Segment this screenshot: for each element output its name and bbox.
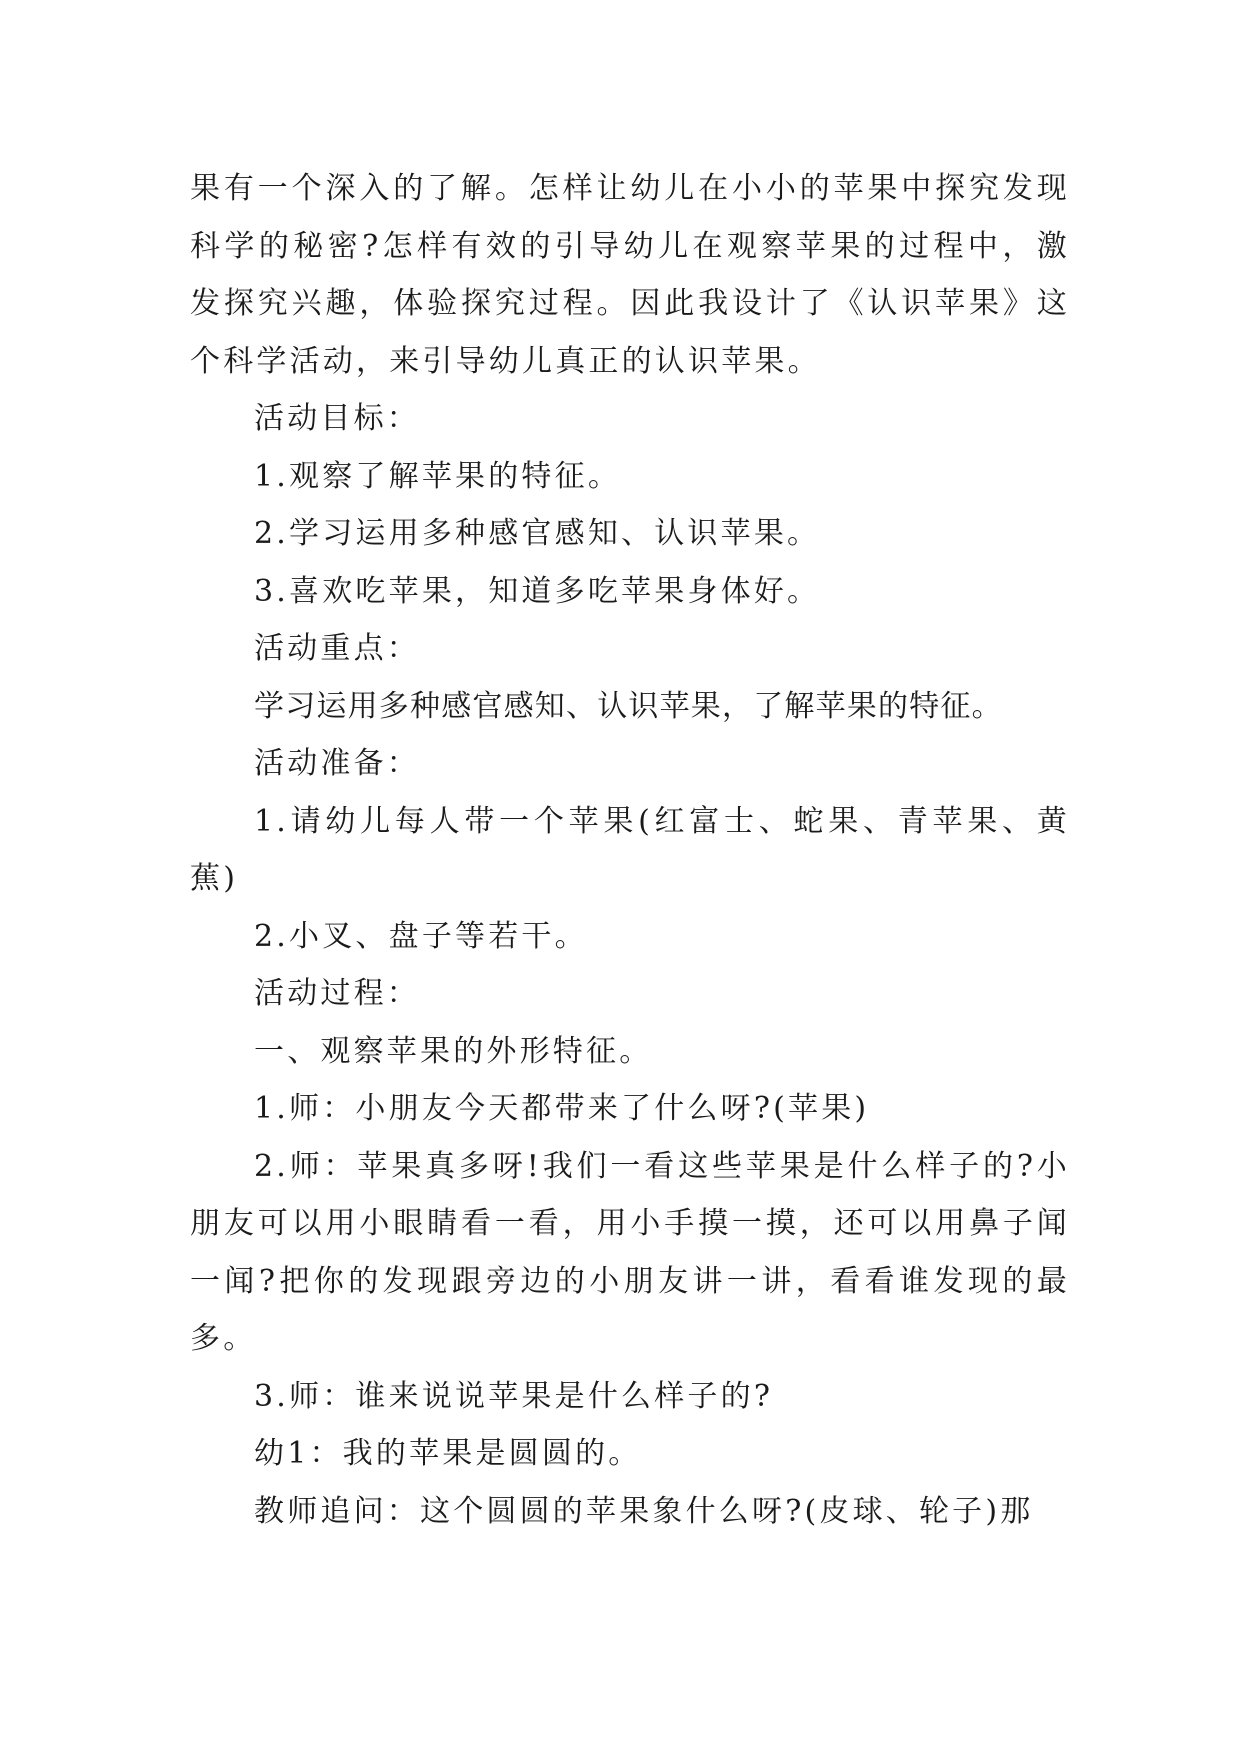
body-text — [190, 160, 1070, 1540]
heading-activity-goals: 活动目标： — [254, 401, 420, 436]
process-section-1: 一、观察苹果的外形特征。 — [254, 1033, 653, 1069]
child-answer-1: 幼1：我的苹果是圆圆的。 — [254, 1436, 642, 1471]
process-step-3: 3.师：谁来说说苹果是什么样子的? — [254, 1378, 774, 1414]
heading-activity-prep: 活动准备： — [254, 746, 420, 781]
process-step-1: 1.师：小朋友今天都带来了什么呀?(苹果) — [254, 1091, 870, 1126]
prep-item-2: 2.小叉、盘子等若干。 — [254, 918, 588, 954]
paragraph-intro: 果有一个深入的了解。怎样让幼儿在小小的苹果中探究发现科学的秘密?怎样有效的引导幼儿在观察苹果的过程中，激发探究兴趣，体验探究过程。因此我设计了《认识苹果》这个科学活动，来引导幼儿真正的认识苹果。 — [190, 171, 1070, 379]
prep-item-1: 1.请幼儿每人带一个苹果(红富士、蛇果、青苹果、黄蕉) — [190, 803, 1070, 896]
teacher-followup: 教师追问：这个圆圆的苹果象什么呀?(皮球、轮子)那 — [254, 1493, 1034, 1529]
goal-item-3: 3.喜欢吃苹果，知道多吃苹果身体好。 — [254, 573, 821, 609]
process-step-2: 2.师：苹果真多呀!我们一看这些苹果是什么样子的?小朋友可以用小眼睛看一看，用小手摸一摸，还可以用鼻子闻一闻?把你的发现跟旁边的小朋友讲一讲，看看谁发现的最多。 — [190, 1148, 1070, 1356]
focus-text: 学习运用多种感官感知、认识苹果，了解苹果的特征。 — [254, 688, 1003, 724]
goal-item-2: 2.学习运用多种感官感知、认识苹果。 — [254, 516, 821, 551]
goal-item-1: 1.观察了解苹果的特征。 — [254, 458, 622, 494]
heading-activity-process: 活动过程： — [254, 976, 420, 1011]
heading-activity-focus: 活动重点： — [254, 631, 420, 666]
